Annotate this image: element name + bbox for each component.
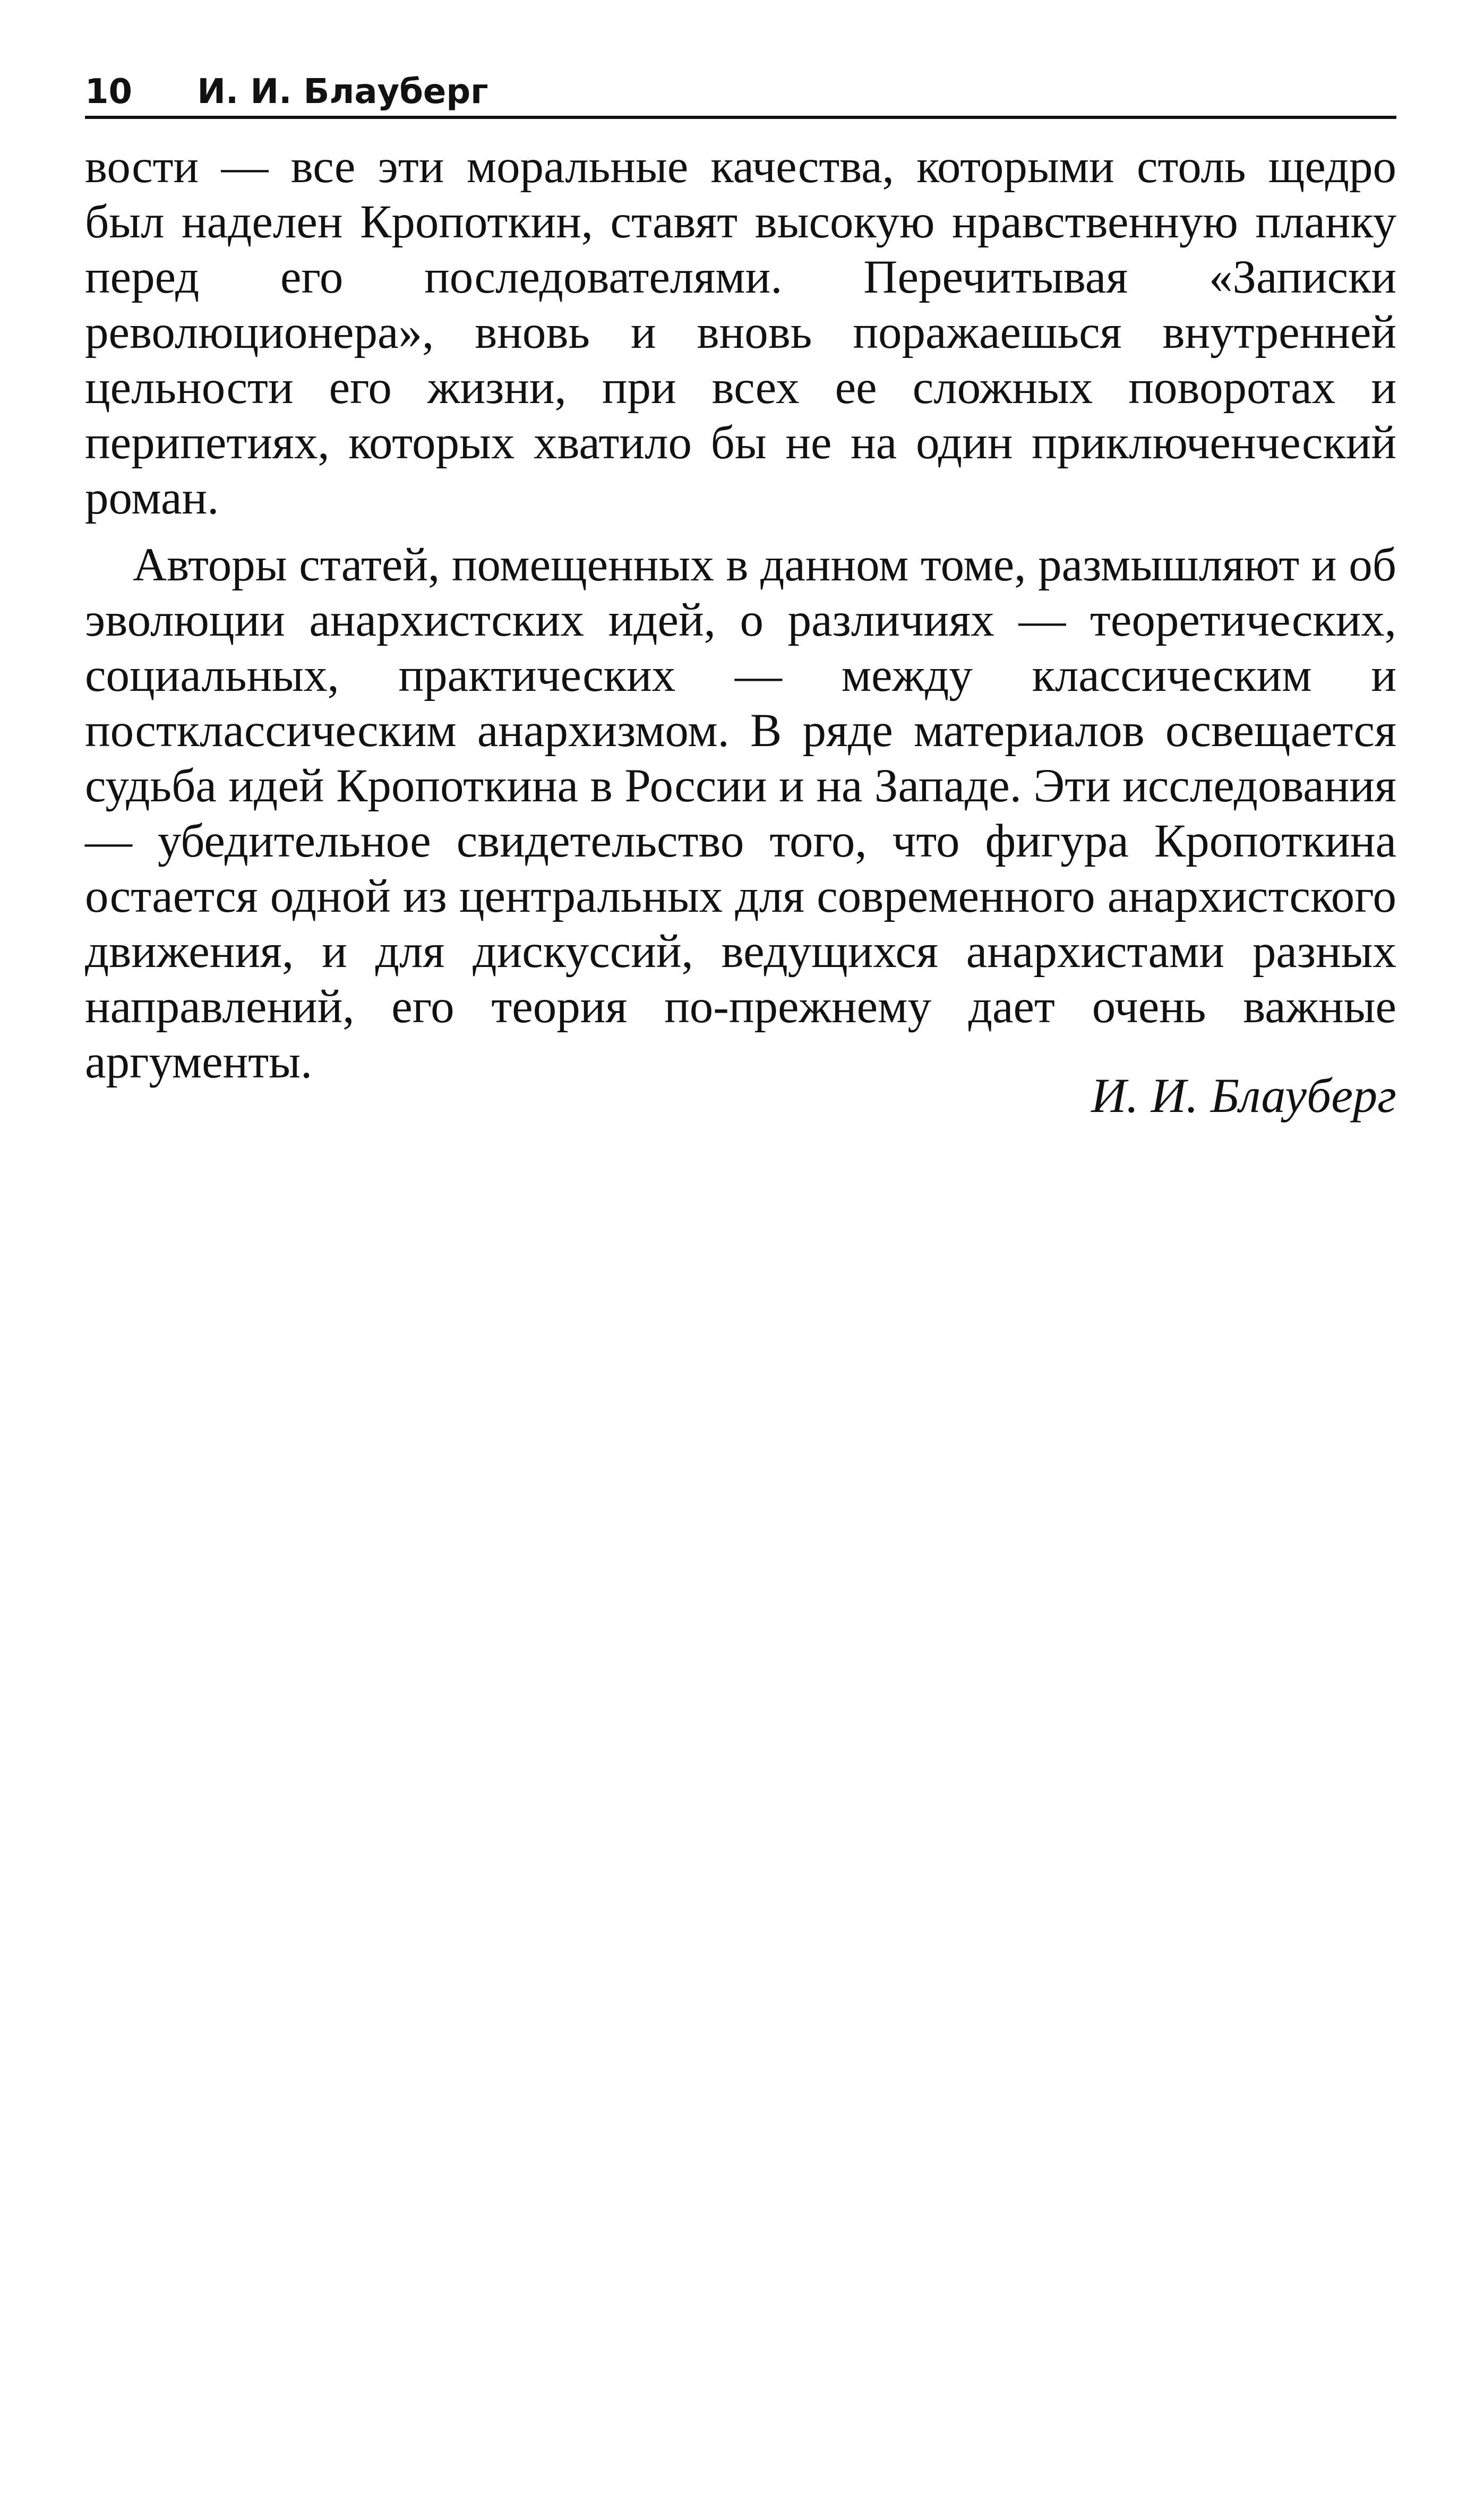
body-text	[85, 139, 1396, 1090]
paragraph-continued: вости — все эти моральные качества, которыми столь щедро был наделен Кропоткин, ставят высокую нравственную планку перед его последователями. Перечитывая «Записки революционера», вновь и вновь поражаешься внутренней цельности его жизни, при всех ее сложных поворотах и перипетиях, которых хватило бы не на один приключенческий роман.	[85, 141, 1396, 524]
author-signature: И. И. Блауберг	[1091, 1068, 1396, 1123]
page-number: 10	[85, 72, 133, 112]
running-title: И. И. Блауберг	[197, 72, 488, 112]
paragraph-authors: Авторы статей, помещенных в данном томе, размышляют и об эволюции анархистских идей, о различиях — теоретических, социальных, практических — между классическим и постклассическим анархизмом. В ряде материалов освещается судьба идей Кропоткина в России и на Западе. Эти исследования — убедительное свидетельство того, что фигура Кропоткина остается одной из центральных для современного анархистского движения, и для дискуссий, ведущихся анархистами разных направлений, его теория по-прежнему дает очень важные аргументы.	[85, 539, 1396, 1088]
running-header	[85, 68, 1396, 119]
